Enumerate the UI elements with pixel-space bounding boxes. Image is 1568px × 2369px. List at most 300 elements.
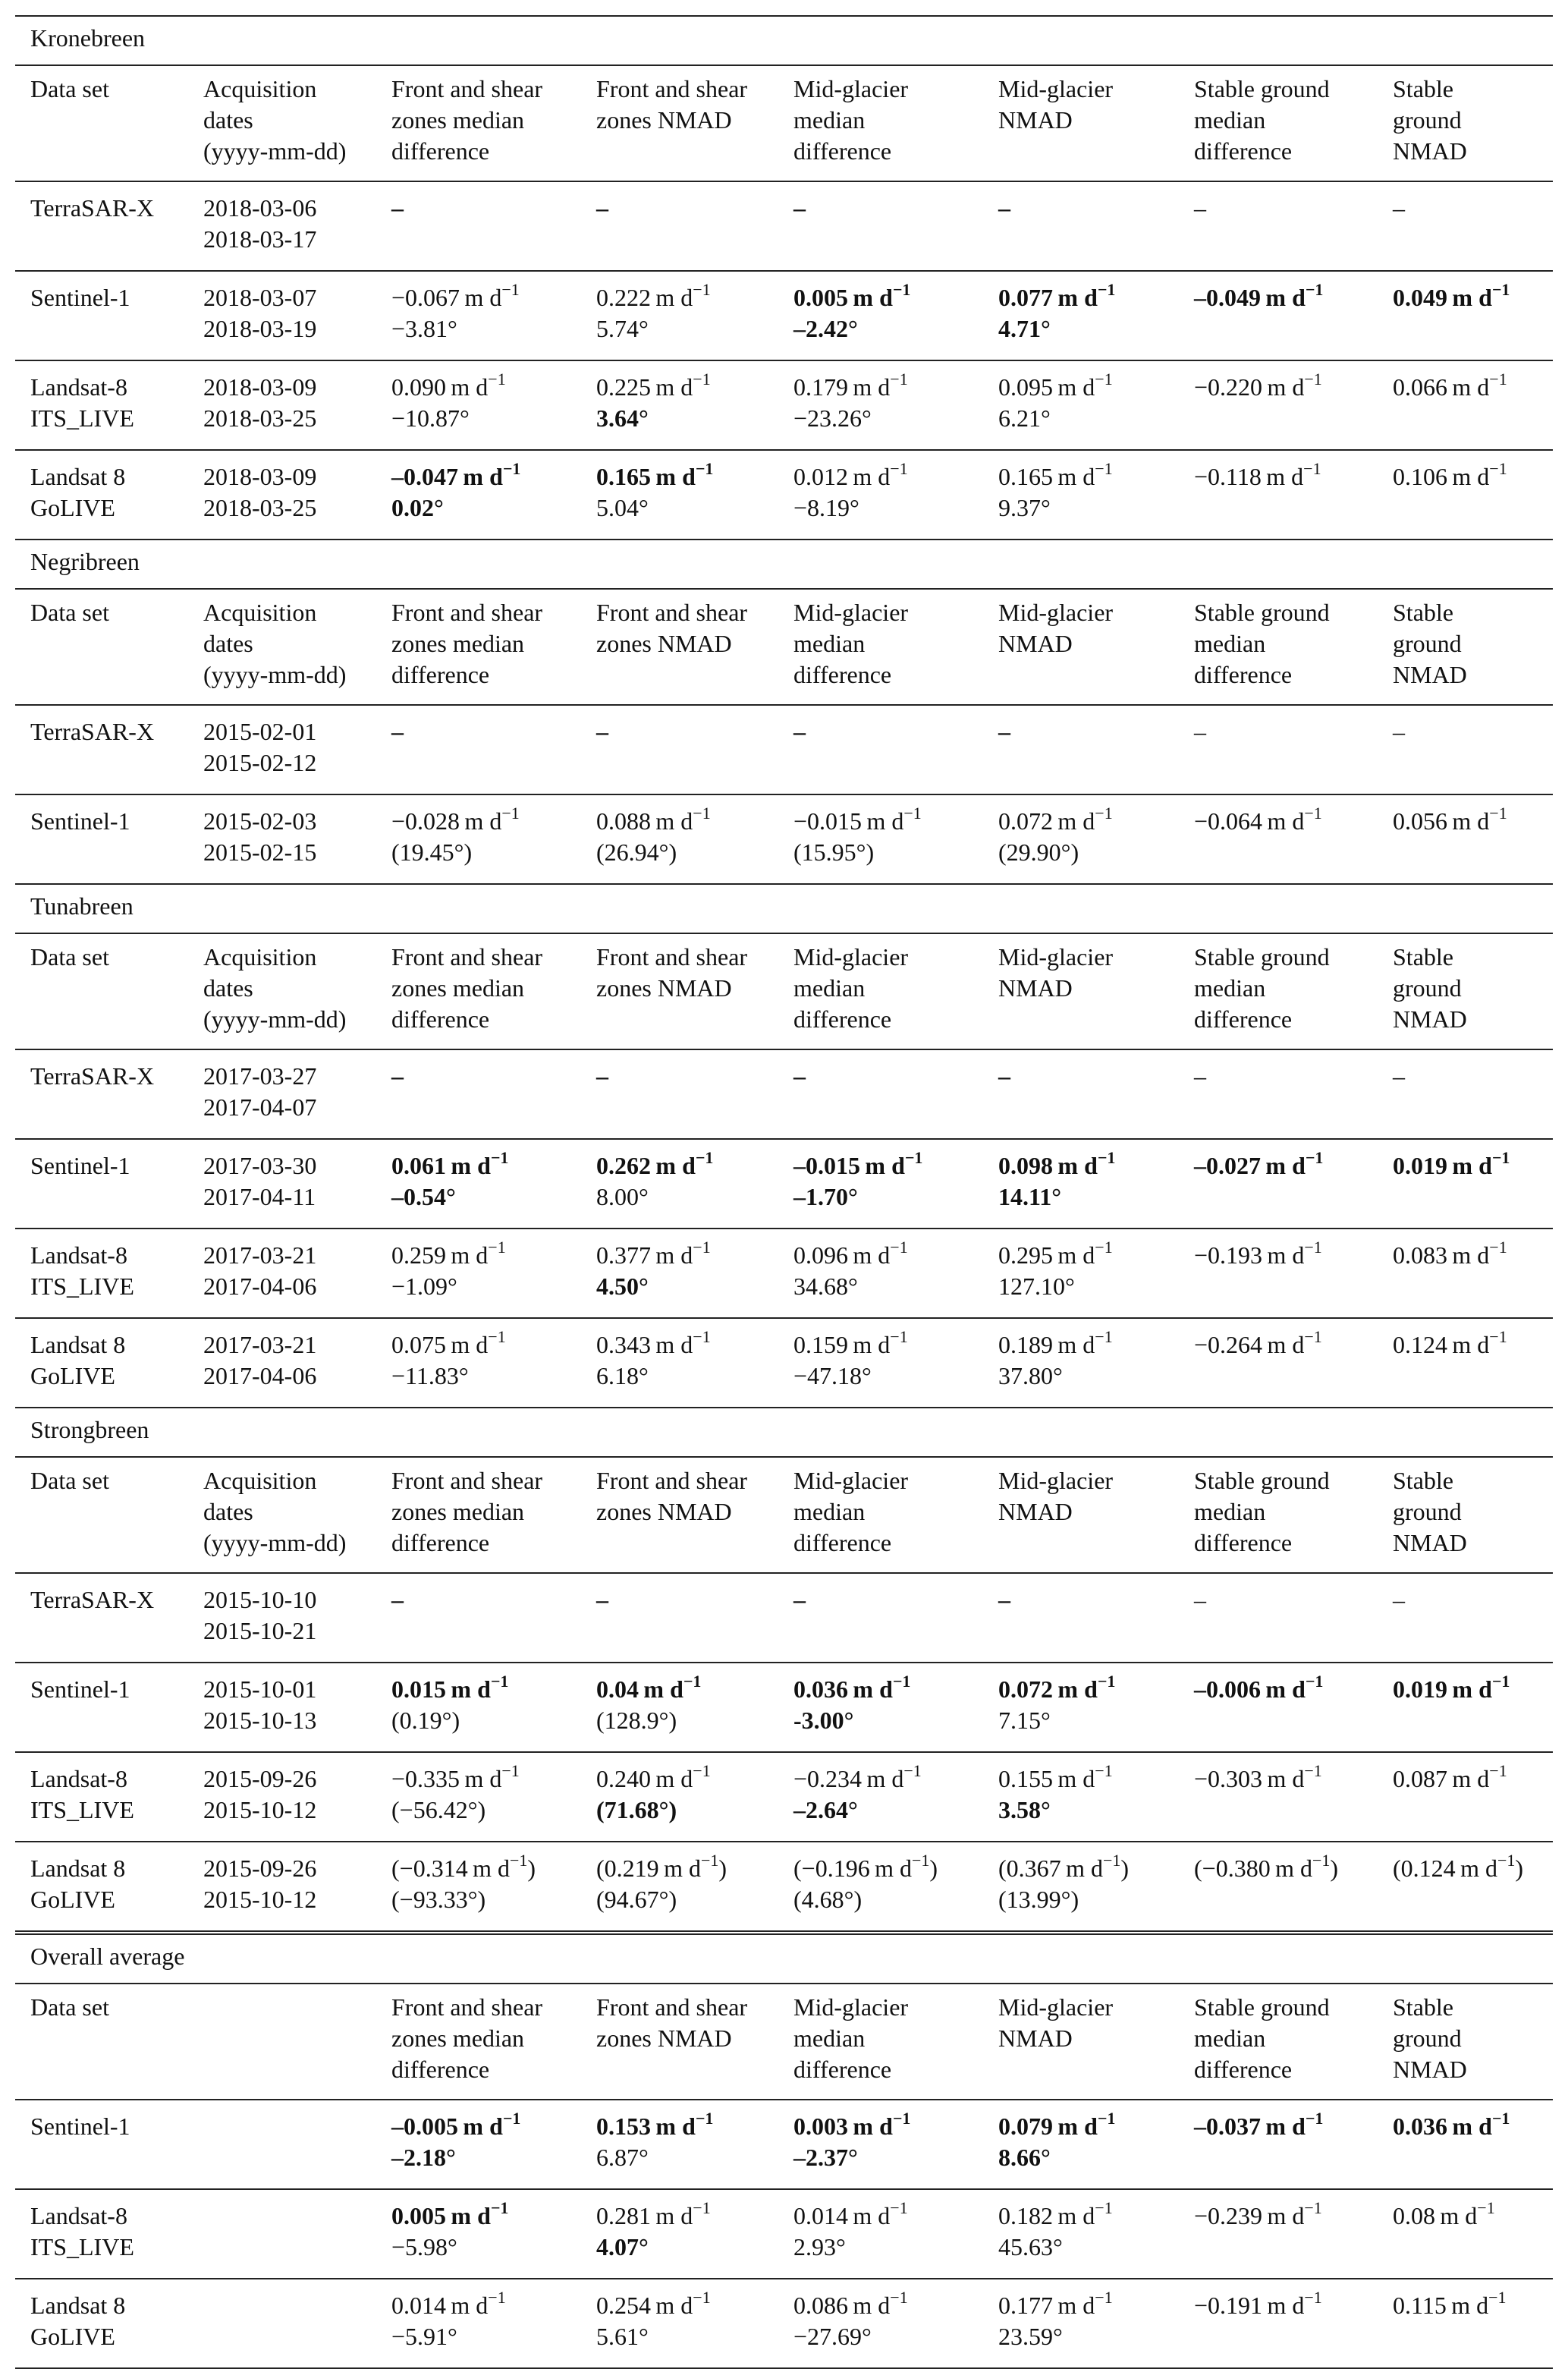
table-row: [15, 1318, 1553, 1408]
value-cell: [778, 271, 983, 360]
angle-value: 6.18°: [596, 1362, 649, 1389]
header-text: median: [793, 2025, 866, 2052]
header-text: Front and shear: [391, 599, 543, 626]
header-text: Front and shear: [596, 1993, 748, 2021]
value-cell: [581, 1752, 778, 1842]
dataset-name: [15, 181, 188, 271]
header-text: Stable ground: [1194, 1993, 1330, 2021]
value-cell: [983, 1049, 1179, 1139]
header-text: difference: [793, 661, 892, 688]
value-cell: [1179, 181, 1378, 271]
header-front-nmad: [581, 933, 778, 1049]
header-text: Front and shear: [391, 75, 543, 102]
header-text: median: [1194, 974, 1266, 1002]
header-front-median: [376, 589, 581, 705]
header-text: (yyyy-mm-dd): [203, 1529, 347, 1556]
value-cell: [376, 1318, 581, 1408]
date-value: 2018-03-09: [203, 463, 317, 490]
value-cell: [1179, 1229, 1378, 1318]
section-title: Overall average: [15, 1933, 1553, 1984]
date-value: 2015-10-12: [203, 1886, 317, 1913]
angle-value: –: [1194, 1062, 1206, 1090]
header-text: NMAD: [998, 1498, 1073, 1525]
table-row: [15, 794, 1553, 884]
section-title: Negribreen: [15, 540, 1553, 589]
header-text: Data set: [30, 1467, 109, 1494]
date-value: 2017-04-11: [203, 1183, 316, 1210]
value-cell: [581, 2100, 778, 2189]
velocity-value: 0.098 m $d^{-1}$: [998, 1148, 1116, 1179]
velocity-value: 0.049 m $d^{-1}$: [1393, 280, 1510, 311]
header-front-median: [376, 933, 581, 1049]
value-cell: [983, 2100, 1179, 2189]
table-row: [15, 1663, 1553, 1752]
velocity-value: −0.220 m $d^{-1}$: [1194, 370, 1322, 401]
velocity-value: 0.019 m $d^{-1}$: [1393, 1672, 1510, 1703]
dataset-name: [15, 1229, 188, 1318]
table-row: [15, 181, 1553, 271]
column-header-row: [15, 933, 1553, 1049]
velocity-comparison-table: [15, 15, 1553, 2369]
header-text: Stable: [1393, 75, 1453, 102]
header-text: difference: [391, 137, 490, 165]
header-mid-nmad: [983, 589, 1179, 705]
header-text: difference: [391, 2056, 490, 2083]
velocity-value: 0.066 m $d^{-1}$: [1393, 370, 1507, 401]
velocity-value: –0.047 m $d^{-1}$: [391, 459, 521, 490]
section-title-row: [15, 1408, 1553, 1457]
velocity-value: –0.015 m $d^{-1}$: [793, 1148, 923, 1179]
angle-value: −5.98°: [391, 2233, 457, 2260]
header-text: NMAD: [1393, 137, 1467, 165]
header-text: zones NMAD: [596, 1498, 732, 1525]
velocity-value: 0.014 m $d^{-1}$: [391, 2288, 506, 2319]
table-row: [15, 1139, 1553, 1229]
header-text: Front and shear: [596, 599, 748, 626]
acquisition-dates: [188, 450, 376, 540]
angle-value: –: [793, 194, 806, 222]
value-cell: [1378, 705, 1553, 794]
date-value: 2015-09-26: [203, 1765, 317, 1792]
header-stable-median: [1179, 933, 1378, 1049]
header-mid-median: [778, 1457, 983, 1573]
value-cell: [376, 1139, 581, 1229]
value-cell: [376, 1752, 581, 1842]
value-cell: [376, 2100, 581, 2189]
header-text: Acquisition: [203, 75, 317, 102]
angle-value: –: [1194, 718, 1206, 745]
value-cell: [1179, 360, 1378, 450]
angle-value: –2.42°: [793, 315, 858, 342]
header-mid-median: [778, 65, 983, 181]
velocity-value: –0.037 m $d^{-1}$: [1194, 2109, 1324, 2140]
header-text: dates: [203, 1498, 253, 1525]
velocity-value: −0.303 m $d^{-1}$: [1194, 1761, 1322, 1792]
table-row: [15, 2189, 1553, 2279]
header-text: Mid-glacier: [998, 599, 1114, 626]
angle-value: –: [998, 194, 1010, 222]
table-row: [15, 2279, 1553, 2368]
velocity-value: 0.165 m $d^{-1}$: [998, 459, 1113, 490]
value-cell: [1179, 450, 1378, 540]
header-text: ground: [1393, 2025, 1462, 2052]
dataset-name-line: ITS_LIVE: [30, 1796, 134, 1823]
header-text: Mid-glacier: [793, 1467, 909, 1494]
header-text: NMAD: [998, 106, 1073, 134]
value-cell: [983, 181, 1179, 271]
angle-value: –: [596, 1062, 608, 1090]
table-row: [15, 271, 1553, 360]
angle-value: 8.66°: [998, 2144, 1051, 2171]
header-text: Stable ground: [1194, 599, 1330, 626]
header-text: difference: [1194, 137, 1293, 165]
velocity-value: 0.003 m $d^{-1}$: [793, 2109, 911, 2140]
value-cell: [1179, 2100, 1378, 2189]
value-cell: [1378, 2189, 1553, 2279]
velocity-value: 0.056 m $d^{-1}$: [1393, 804, 1507, 835]
value-cell: [983, 1752, 1179, 1842]
velocity-value: 0.019 m $d^{-1}$: [1393, 1148, 1510, 1179]
angle-value: 34.68°: [793, 1273, 858, 1300]
table-row: [15, 1842, 1553, 1933]
column-header-row: [15, 1984, 1553, 2100]
value-cell: [1179, 1139, 1378, 1229]
section-title-row: [15, 884, 1553, 933]
value-cell: [1179, 1663, 1378, 1752]
dataset-name: [15, 271, 188, 360]
header-text: NMAD: [1393, 2056, 1467, 2083]
table-row: [15, 450, 1553, 540]
header-text: difference: [1194, 661, 1293, 688]
date-value: 2015-02-01: [203, 718, 317, 745]
header-text: Stable ground: [1194, 1467, 1330, 1494]
angle-value: (29.90°): [998, 838, 1079, 866]
angle-value: –: [793, 1062, 806, 1090]
acquisition-dates: [188, 1139, 376, 1229]
value-cell: [983, 360, 1179, 450]
value-cell: [1179, 705, 1378, 794]
velocity-value: (−0.196 m $d^{-1}$): [793, 1851, 938, 1882]
date-value: 2015-09-26: [203, 1855, 317, 1882]
header-text: median: [1194, 106, 1266, 134]
velocity-value: 0.155 m $d^{-1}$: [998, 1761, 1113, 1792]
section-title: Tunabreen: [15, 884, 1553, 933]
date-value: 2018-03-25: [203, 404, 317, 432]
velocity-value: 0.005 m $d^{-1}$: [391, 2198, 509, 2229]
value-cell: [778, 450, 983, 540]
date-value: 2018-03-19: [203, 315, 317, 342]
acquisition-dates: [188, 794, 376, 884]
value-cell: [376, 450, 581, 540]
value-cell: [778, 360, 983, 450]
acquisition-dates: [188, 1229, 376, 1318]
dataset-name: [15, 1752, 188, 1842]
velocity-value: −0.028 m $d^{-1}$: [391, 804, 520, 835]
value-cell: [581, 1049, 778, 1139]
velocity-value: 0.240 m $d^{-1}$: [596, 1761, 711, 1792]
angle-value: –0.54°: [391, 1183, 456, 1210]
velocity-value: 0.072 m $d^{-1}$: [998, 804, 1113, 835]
velocity-value: 0.153 m $d^{-1}$: [596, 2109, 714, 2140]
value-cell: [778, 2189, 983, 2279]
header-text: zones median: [391, 974, 525, 1002]
value-cell: [376, 794, 581, 884]
value-cell: [1378, 1752, 1553, 1842]
angle-value: (−56.42°): [391, 1796, 486, 1823]
velocity-value: −0.335 m $d^{-1}$: [391, 1761, 520, 1792]
dataset-name-line: Landsat-8: [30, 1241, 127, 1269]
date-value: 2015-10-13: [203, 1707, 317, 1734]
header-data-set: [15, 1984, 188, 2100]
acquisition-dates: [188, 1752, 376, 1842]
angle-value: 4.50°: [596, 1273, 649, 1300]
header-text: Front and shear: [391, 1993, 543, 2021]
angle-value: –2.37°: [793, 2144, 858, 2171]
velocity-value: −0.239 m $d^{-1}$: [1194, 2198, 1322, 2229]
header-text: Acquisition: [203, 943, 317, 971]
header-front-nmad: [581, 1457, 778, 1573]
date-value: 2017-03-27: [203, 1062, 317, 1090]
dataset-name-line: Sentinel-1: [30, 1675, 130, 1703]
header-text: NMAD: [1393, 1529, 1467, 1556]
dataset-name-line: Landsat-8: [30, 2202, 127, 2229]
value-cell: [778, 1139, 983, 1229]
dataset-name: [15, 450, 188, 540]
header-text: zones median: [391, 630, 525, 657]
value-cell: [581, 2279, 778, 2368]
angle-value: −23.26°: [793, 404, 872, 432]
dataset-name-line: GoLIVE: [30, 1362, 115, 1389]
section-title-row: [15, 540, 1553, 589]
velocity-value: −0.118 m $d^{-1}$: [1194, 459, 1321, 490]
value-cell: [778, 705, 983, 794]
angle-value: 5.74°: [596, 315, 649, 342]
velocity-value: (0.367 m $d^{-1}$): [998, 1851, 1130, 1882]
angle-value: –: [793, 718, 806, 745]
header-text: Data set: [30, 599, 109, 626]
value-cell: [1378, 2100, 1553, 2189]
value-cell: [581, 360, 778, 450]
angle-value: -3.00°: [793, 1707, 854, 1734]
velocity-value: 0.182 m $d^{-1}$: [998, 2198, 1113, 2229]
velocity-value: 0.254 m $d^{-1}$: [596, 2288, 711, 2319]
value-cell: [1378, 1318, 1553, 1408]
acquisition-dates: [188, 1573, 376, 1663]
date-value: 2015-02-03: [203, 807, 317, 835]
velocity-value: 0.115 m $d^{-1}$: [1393, 2288, 1507, 2319]
date-value: 2017-03-30: [203, 1152, 317, 1179]
header-stable-median: [1179, 1457, 1378, 1573]
date-value: 2015-02-12: [203, 749, 317, 776]
date-value: 2015-10-21: [203, 1617, 317, 1644]
value-cell: [1378, 360, 1553, 450]
value-cell: [778, 1663, 983, 1752]
dataset-name: [15, 1573, 188, 1663]
velocity-value: (0.219 m $d^{-1}$): [596, 1851, 727, 1882]
header-text: Stable ground: [1194, 943, 1330, 971]
value-cell: [581, 1139, 778, 1229]
date-value: 2018-03-17: [203, 225, 317, 253]
dataset-name: [15, 360, 188, 450]
header-mid-nmad: [983, 933, 1179, 1049]
header-stable-median: [1179, 1984, 1378, 2100]
angle-value: –: [596, 1586, 608, 1613]
velocity-value: 0.04 m $d^{-1}$: [596, 1672, 702, 1703]
header-data-set: [15, 65, 188, 181]
angle-value: (128.9°): [596, 1707, 677, 1734]
header-text: Stable: [1393, 943, 1453, 971]
velocity-value: 0.079 m $d^{-1}$: [998, 2109, 1116, 2140]
value-cell: [778, 1318, 983, 1408]
header-text: difference: [1194, 2056, 1293, 2083]
dataset-name: [15, 794, 188, 884]
header-data-set: [15, 1457, 188, 1573]
value-cell: [1378, 450, 1553, 540]
value-cell: [1179, 1752, 1378, 1842]
header-stable-nmad: [1378, 933, 1553, 1049]
angle-value: −3.81°: [391, 315, 457, 342]
table-row: [15, 705, 1553, 794]
value-cell: [1179, 1049, 1378, 1139]
header-stable-median: [1179, 65, 1378, 181]
value-cell: [1179, 2279, 1378, 2368]
header-text: Mid-glacier: [793, 1993, 909, 2021]
velocity-value: 0.165 m $d^{-1}$: [596, 459, 714, 490]
dataset-name: [15, 2189, 188, 2279]
angle-value: 23.59°: [998, 2323, 1063, 2350]
value-cell: [1378, 1573, 1553, 1663]
velocity-value: 0.014 m $d^{-1}$: [793, 2198, 908, 2229]
value-cell: [1378, 1139, 1553, 1229]
dataset-name-line: ITS_LIVE: [30, 2233, 134, 2260]
value-cell: [1378, 181, 1553, 271]
dataset-name-line: Sentinel-1: [30, 807, 130, 835]
header-text: Mid-glacier: [998, 1467, 1114, 1494]
value-cell: [983, 2189, 1179, 2279]
velocity-value: (−0.380 m $d^{-1}$): [1194, 1851, 1339, 1882]
velocity-value: (−0.314 m $d^{-1}$): [391, 1851, 536, 1882]
header-mid-nmad: [983, 1457, 1179, 1573]
velocity-value: 0.088 m $d^{-1}$: [596, 804, 711, 835]
value-cell: [983, 1573, 1179, 1663]
header-text: Front and shear: [596, 1467, 748, 1494]
header-acquisition-dates: [188, 65, 376, 181]
angle-value: –: [998, 1586, 1010, 1613]
date-value: 2017-04-07: [203, 1093, 317, 1121]
velocity-value: 0.075 m $d^{-1}$: [391, 1327, 506, 1358]
angle-value: −10.87°: [391, 404, 470, 432]
velocity-value: 0.222 m $d^{-1}$: [596, 280, 711, 311]
header-acquisition-dates: [188, 589, 376, 705]
angle-value: –: [391, 1586, 404, 1613]
velocity-value: −0.064 m $d^{-1}$: [1194, 804, 1322, 835]
header-stable-nmad: [1378, 1984, 1553, 2100]
value-cell: [983, 705, 1179, 794]
dataset-name-line: Landsat 8: [30, 1855, 126, 1882]
value-cell: [1378, 794, 1553, 884]
velocity-value: –0.006 m $d^{-1}$: [1194, 1672, 1324, 1703]
value-cell: [581, 1318, 778, 1408]
angle-value: –: [1393, 718, 1405, 745]
angle-value: –: [391, 194, 404, 222]
dataset-name: [15, 705, 188, 794]
header-front-median: [376, 65, 581, 181]
header-stable-nmad: [1378, 65, 1553, 181]
header-front-nmad: [581, 1984, 778, 2100]
angle-value: 8.00°: [596, 1183, 649, 1210]
acquisition-dates: [188, 2279, 376, 2368]
table-row: [15, 1049, 1553, 1139]
header-acquisition-dates: [188, 1457, 376, 1573]
dataset-name-line: Landsat 8: [30, 2292, 126, 2319]
angle-value: (71.68°): [596, 1796, 677, 1823]
dataset-name: [15, 2279, 188, 2368]
angle-value: –2.64°: [793, 1796, 858, 1823]
velocity-value: 0.083 m $d^{-1}$: [1393, 1238, 1507, 1269]
velocity-value: 0.295 m $d^{-1}$: [998, 1238, 1113, 1269]
velocity-value: −0.193 m $d^{-1}$: [1194, 1238, 1322, 1269]
angle-value: 37.80°: [998, 1362, 1063, 1389]
angle-value: 3.58°: [998, 1796, 1051, 1823]
velocity-value: 0.08 m $d^{-1}$: [1393, 2198, 1495, 2229]
value-cell: [376, 1842, 581, 1933]
angle-value: 127.10°: [998, 1273, 1075, 1300]
velocity-value: 0.262 m $d^{-1}$: [596, 1148, 714, 1179]
header-text: difference: [793, 1005, 892, 1033]
header-text: Mid-glacier: [793, 599, 909, 626]
angle-value: –: [1194, 194, 1206, 222]
angle-value: 4.07°: [596, 2233, 649, 2260]
acquisition-dates: [188, 1318, 376, 1408]
value-cell: [581, 1663, 778, 1752]
header-data-set: [15, 589, 188, 705]
header-acquisition-dates: [188, 933, 376, 1049]
value-cell: [778, 794, 983, 884]
value-cell: [1378, 1663, 1553, 1752]
date-value: 2018-03-06: [203, 194, 317, 222]
value-cell: [1378, 271, 1553, 360]
value-cell: [983, 271, 1179, 360]
acquisition-dates: [188, 181, 376, 271]
table-row: [15, 2100, 1553, 2189]
velocity-value: 0.036 m $d^{-1}$: [1393, 2109, 1510, 2140]
value-cell: [983, 1663, 1179, 1752]
section-title: Kronebreen: [15, 16, 1553, 65]
angle-value: (26.94°): [596, 838, 677, 866]
angle-value: 2.93°: [793, 2233, 846, 2260]
table-row: [15, 1752, 1553, 1842]
angle-value: (−93.33°): [391, 1886, 486, 1913]
dataset-name-line: Landsat-8: [30, 1765, 127, 1792]
header-text: Data set: [30, 75, 109, 102]
acquisition-dates: [188, 1842, 376, 1933]
angle-value: –: [793, 1586, 806, 1613]
header-text: dates: [203, 974, 253, 1002]
section-title-row: [15, 1933, 1553, 1984]
value-cell: [376, 1663, 581, 1752]
velocity-value: −0.234 m $d^{-1}$: [793, 1761, 922, 1792]
acquisition-dates: [188, 2189, 376, 2279]
velocity-value: 0.179 m $d^{-1}$: [793, 370, 908, 401]
header-text: Front and shear: [391, 1467, 543, 1494]
angle-value: 5.61°: [596, 2323, 649, 2350]
velocity-value: 0.005 m $d^{-1}$: [793, 280, 911, 311]
date-value: 2015-10-01: [203, 1675, 317, 1703]
header-stable-nmad: [1378, 589, 1553, 705]
header-text: zones NMAD: [596, 106, 732, 134]
acquisition-dates: [188, 2100, 376, 2189]
header-text: ground: [1393, 974, 1462, 1002]
